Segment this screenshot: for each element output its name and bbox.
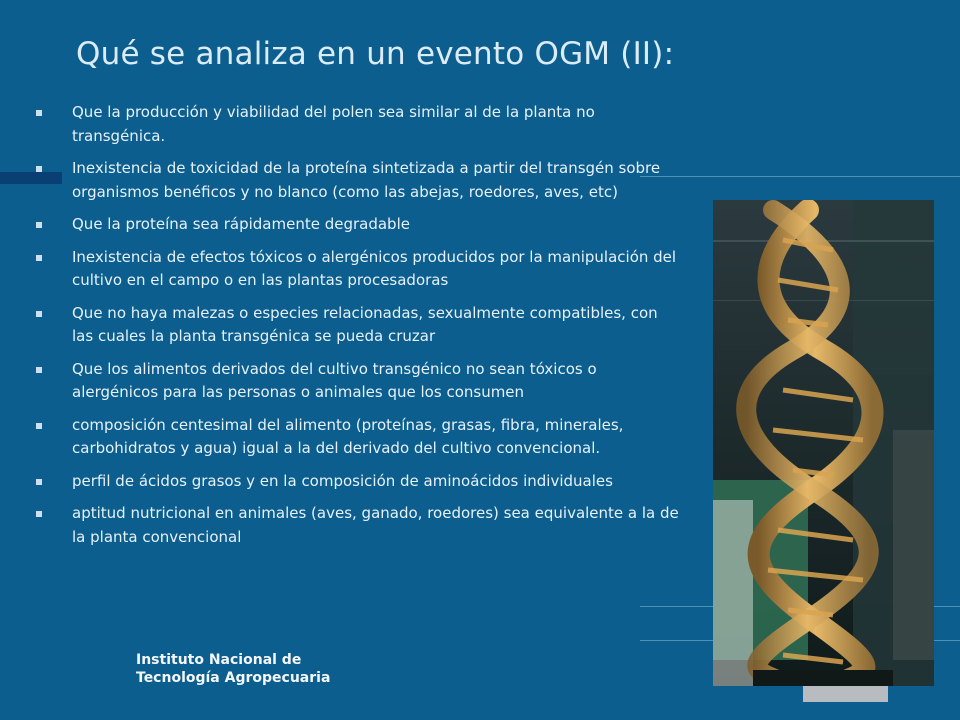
footer-institution <box>136 651 330 687</box>
decorative-line <box>640 176 960 177</box>
square-bullet-icon <box>36 166 42 172</box>
bullet-text: Que los alimentos derivados del cultivo transgénico no sean tóxicos o alergénicos para las personas o animales que los consumen <box>72 359 597 401</box>
bullet-item <box>32 502 682 549</box>
bullet-list <box>32 101 682 558</box>
square-bullet-icon <box>36 110 42 116</box>
footer-line-2: Tecnología Agropecuaria <box>136 670 331 686</box>
bullet-item <box>32 414 682 461</box>
bullet-item <box>32 101 682 148</box>
bullet-item <box>32 302 682 349</box>
photo-base <box>803 686 888 702</box>
square-bullet-icon <box>36 222 42 228</box>
bullet-item <box>32 358 682 405</box>
square-bullet-icon <box>36 479 42 485</box>
bullet-text: Inexistencia de toxicidad de la proteína sintetizada a partir del transgén sobre organismos benéficos y no blanco (como las abejas, roedores, aves, etc) <box>72 159 661 201</box>
bullet-item <box>32 470 682 494</box>
bullet-text: Inexistencia de efectos tóxicos o alergénicos producidos por la manipulación del cultivo en el campo o en las plantas procesadoras <box>72 247 677 289</box>
bullet-text: Que la proteína sea rápidamente degradable <box>72 215 410 233</box>
square-bullet-icon <box>36 511 42 517</box>
square-bullet-icon <box>36 367 42 373</box>
square-bullet-icon <box>36 311 42 317</box>
dna-helix-photo <box>713 200 934 686</box>
bullet-item <box>32 213 682 237</box>
bullet-item <box>32 157 682 204</box>
dna-helix-illustration <box>713 200 934 686</box>
bullet-text: Que la producción y viabilidad del polen sea similar al de la planta no transgénica. <box>72 103 595 145</box>
bullet-item <box>32 246 682 293</box>
square-bullet-icon <box>36 255 42 261</box>
slide-title: Qué se analiza en un evento OGM (II): <box>76 36 675 72</box>
bullet-text: Que no haya malezas o especies relacionadas, sexualmente compatibles, con las cuales la planta transgénica se pueda cruzar <box>72 303 658 345</box>
square-bullet-icon <box>36 423 42 429</box>
bullet-text: aptitud nutricional en animales (aves, ganado, roedores) sea equivalente a la de la planta convencional <box>72 504 679 546</box>
bullet-text: perfil de ácidos grasos y en la composición de aminoácidos individuales <box>72 471 613 490</box>
bullet-text: composición centesimal del alimento (proteínas, grasas, fibra, minerales, carbohidratos y agua) igual a la del derivado del cultivo convencional. <box>72 415 624 457</box>
footer-line-1: Instituto Nacional de <box>136 652 302 668</box>
